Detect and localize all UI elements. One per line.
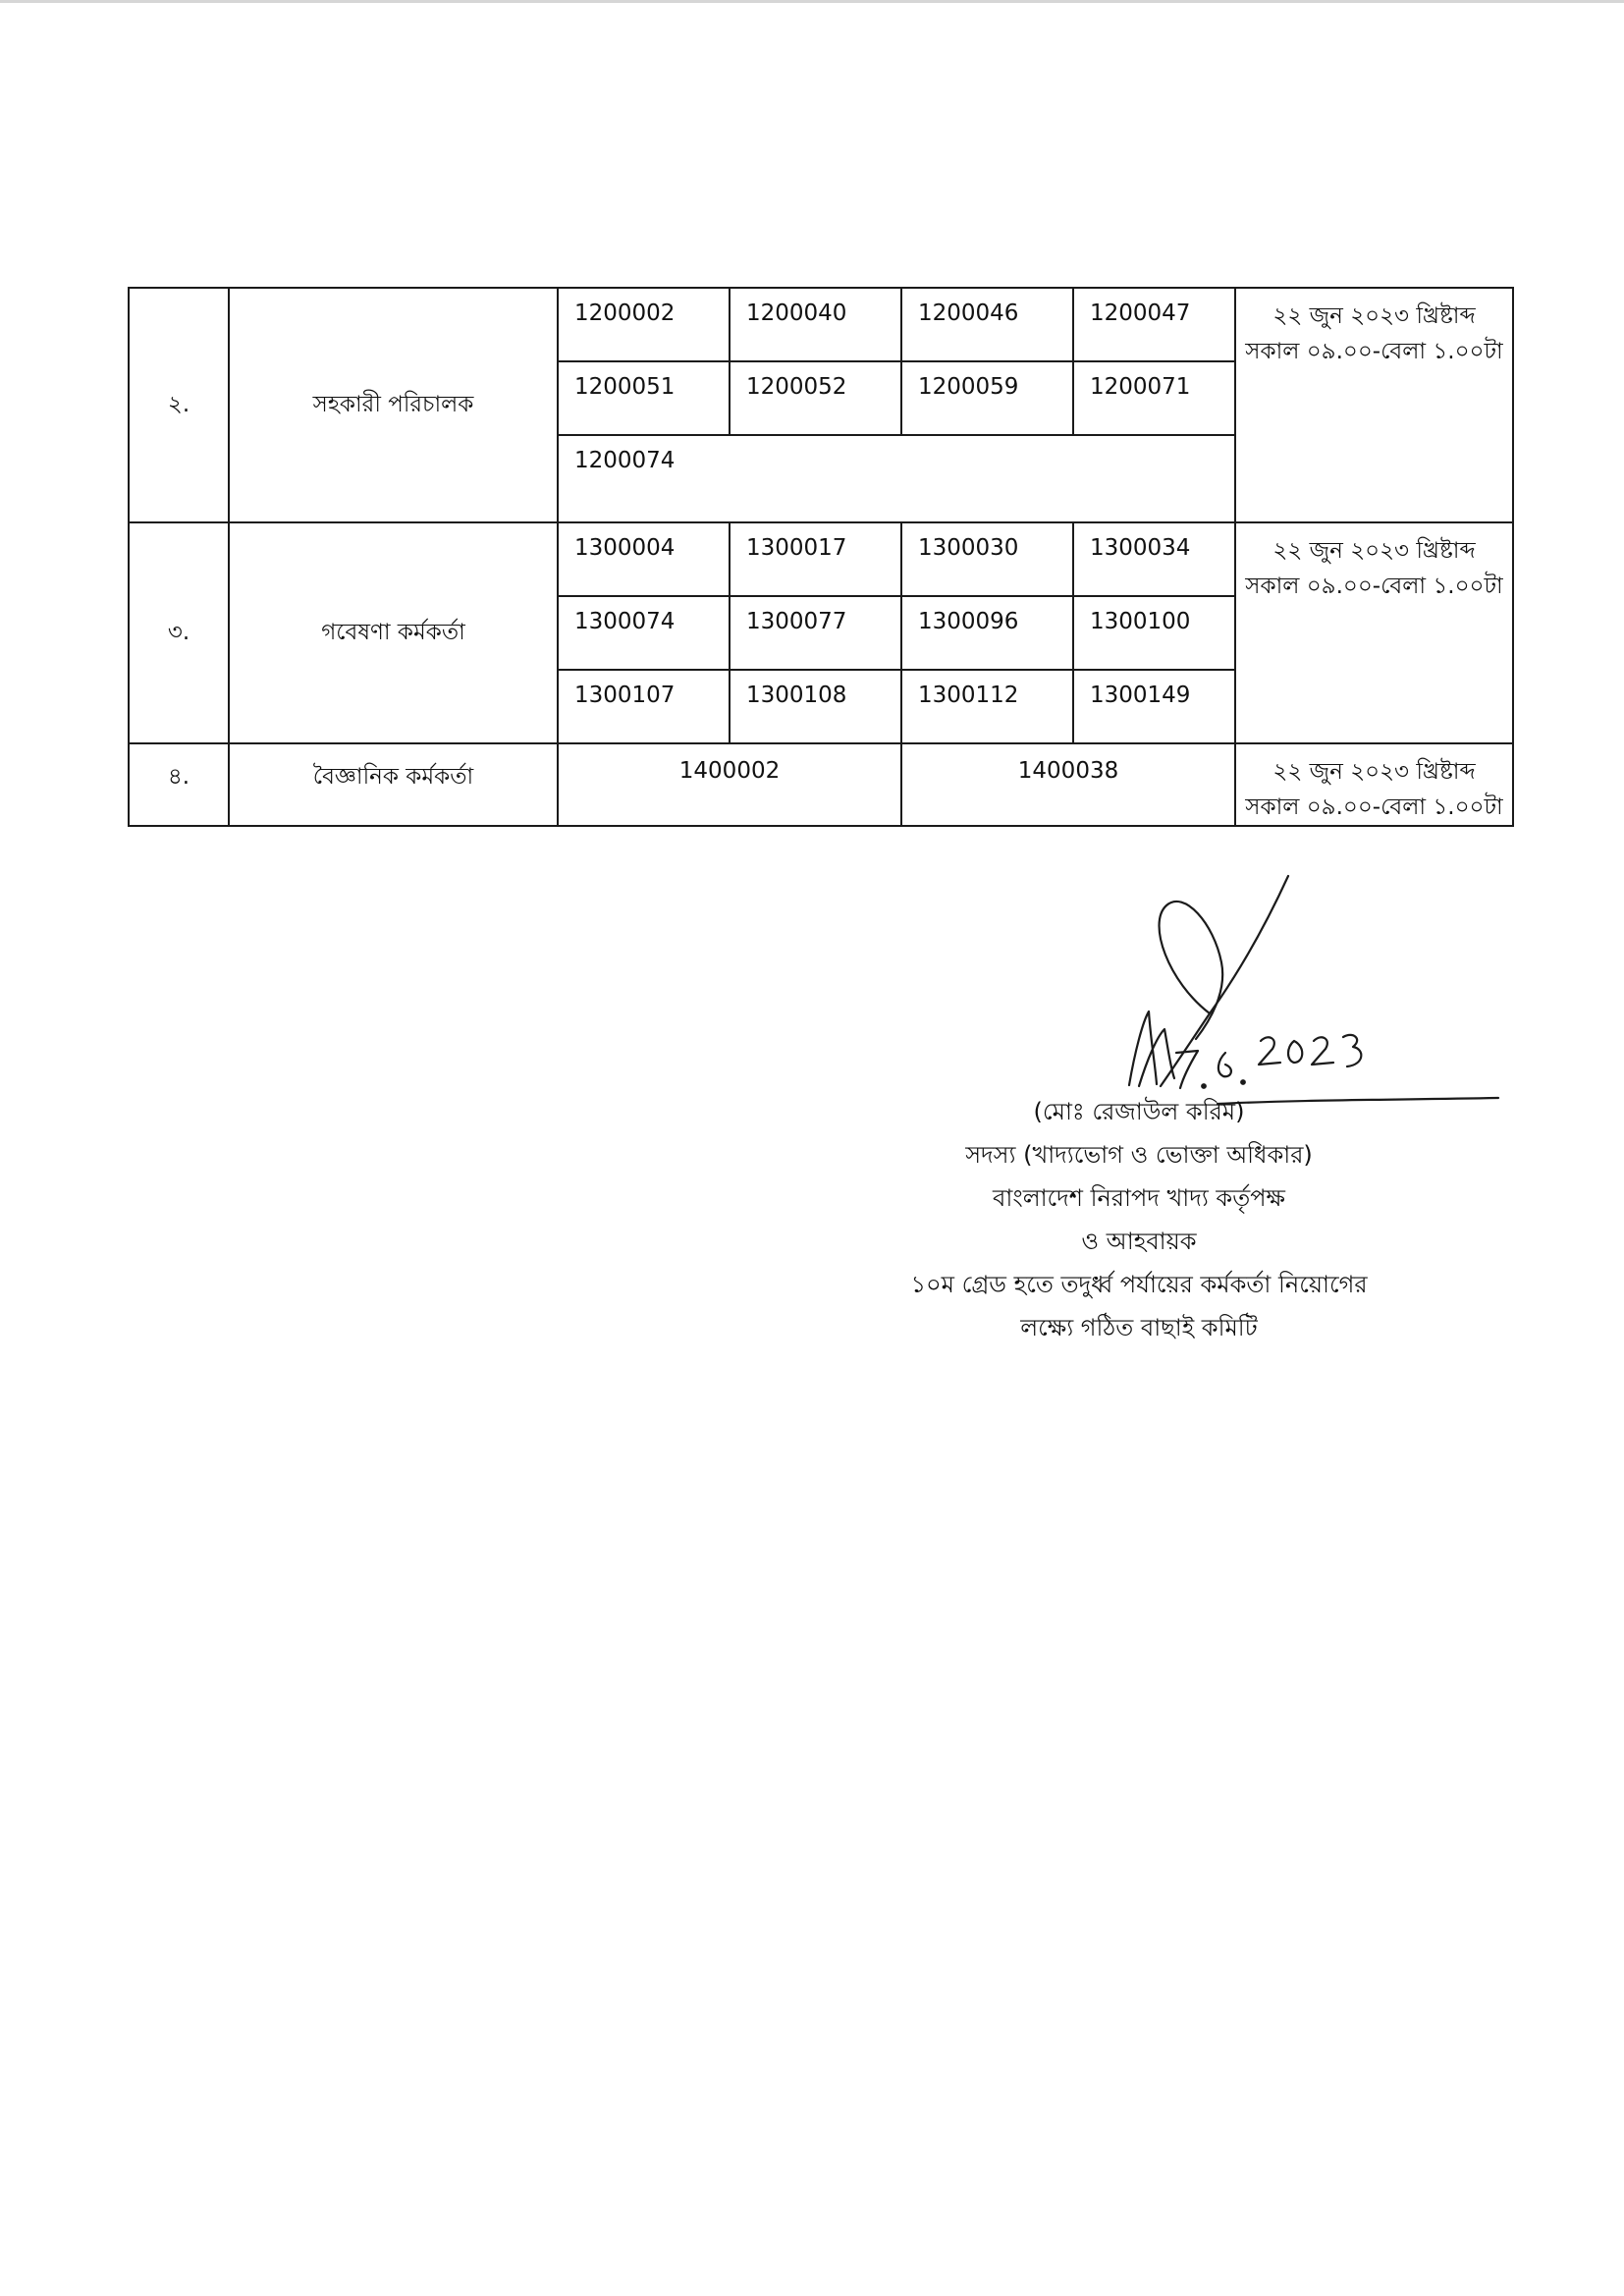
roll-cell: 1300004 (558, 522, 730, 596)
table-row (129, 522, 1513, 596)
signature-date-stroke (1176, 1051, 1198, 1088)
signature-date-stroke (1288, 1041, 1302, 1063)
roll-cell: 1300017 (730, 522, 901, 596)
roll-cell: 1300108 (730, 670, 901, 743)
post-cell: বৈজ্ঞানিক কর্মকর্তা (229, 743, 558, 826)
serial-cell: ৪. (129, 743, 229, 826)
roll-cell: 1200051 (558, 361, 730, 435)
roll-cell: 1200046 (901, 288, 1073, 361)
table-row (129, 743, 1513, 826)
schedule-cell (1235, 522, 1513, 743)
roll-cell: 1300074 (558, 596, 730, 670)
roll-cell: 1300034 (1073, 522, 1235, 596)
signature-date-stroke (1312, 1037, 1333, 1065)
signatory-role: ও আহবায়ক (1081, 1228, 1197, 1255)
roll-cell: 1300149 (1073, 670, 1235, 743)
signatory-block (864, 1090, 1414, 1349)
committee-line-1: ১০ম গ্রেড হতে তদুর্ধ্ব পর্যায়ের কর্মকর্তা নিয়োগের (910, 1271, 1368, 1298)
exam-time: সকাল ০৯.০০-বেলা ১.০০টা (1245, 794, 1503, 820)
exam-date: ২২ জুন ২০২৩ খ্রিষ্টাব্দ (1272, 303, 1476, 329)
exam-schedule-table (128, 287, 1514, 827)
exam-date: ২২ জুন ২০২৩ খ্রিষ্টাব্দ (1272, 759, 1476, 785)
roll-cell: 1300100 (1073, 596, 1235, 670)
roll-cell: 1300112 (901, 670, 1073, 743)
roll-cell: 1200059 (901, 361, 1073, 435)
committee-line-2: লক্ষ্যে গঠিত বাছাই কমিটি (1020, 1314, 1258, 1341)
roll-cell: 1200052 (730, 361, 901, 435)
roll-cell: 1300107 (558, 670, 730, 743)
roll-cell: 1400038 (901, 743, 1235, 826)
roll-cell: 1200071 (1073, 361, 1235, 435)
exam-time: সকাল ০৯.০০-বেলা ১.০০টা (1245, 339, 1503, 364)
schedule-cell (1235, 743, 1513, 826)
roll-cell: 1200002 (558, 288, 730, 361)
roll-cell: 1200040 (730, 288, 901, 361)
signature-date-stroke (1259, 1037, 1280, 1065)
serial-cell: ৩. (129, 522, 229, 743)
serial-cell: ২. (129, 288, 229, 522)
exam-time: সকাল ০৯.০০-বেলা ১.০০টা (1245, 574, 1503, 599)
signatory-designation: সদস্য (খাদ্যভোগ ও ভোক্তা অধিকার) (965, 1141, 1313, 1169)
signatory-organization: বাংলাদেশ নিরাপদ খাদ্য কর্তৃপক্ষ (993, 1184, 1285, 1212)
roll-cell: 1200047 (1073, 288, 1235, 361)
schedule-cell (1235, 288, 1513, 522)
signature-stroke (1160, 902, 1223, 1039)
roll-cell: 1400002 (558, 743, 901, 826)
signature-date-stroke (1343, 1035, 1361, 1066)
post-cell: গবেষণা কর্মকর্তা (229, 522, 558, 743)
exam-date: ২২ জুন ২০২৩ খ্রিষ্টাব্দ (1272, 538, 1476, 564)
table-row (129, 288, 1513, 361)
roll-cell: 1200074 (558, 435, 1235, 522)
signature-date-stroke (1202, 1084, 1206, 1088)
roll-cell: 1300030 (901, 522, 1073, 596)
roll-cell: 1300096 (901, 596, 1073, 670)
post-cell: সহকারী পরিচালক (229, 288, 558, 522)
signature-date-stroke (1218, 1053, 1231, 1076)
roll-cell: 1300077 (730, 596, 901, 670)
signatory-name: (মোঃ রেজাউল করিম) (1033, 1098, 1245, 1125)
signature-date-stroke (1241, 1080, 1245, 1084)
scan-edge (0, 0, 1624, 3)
